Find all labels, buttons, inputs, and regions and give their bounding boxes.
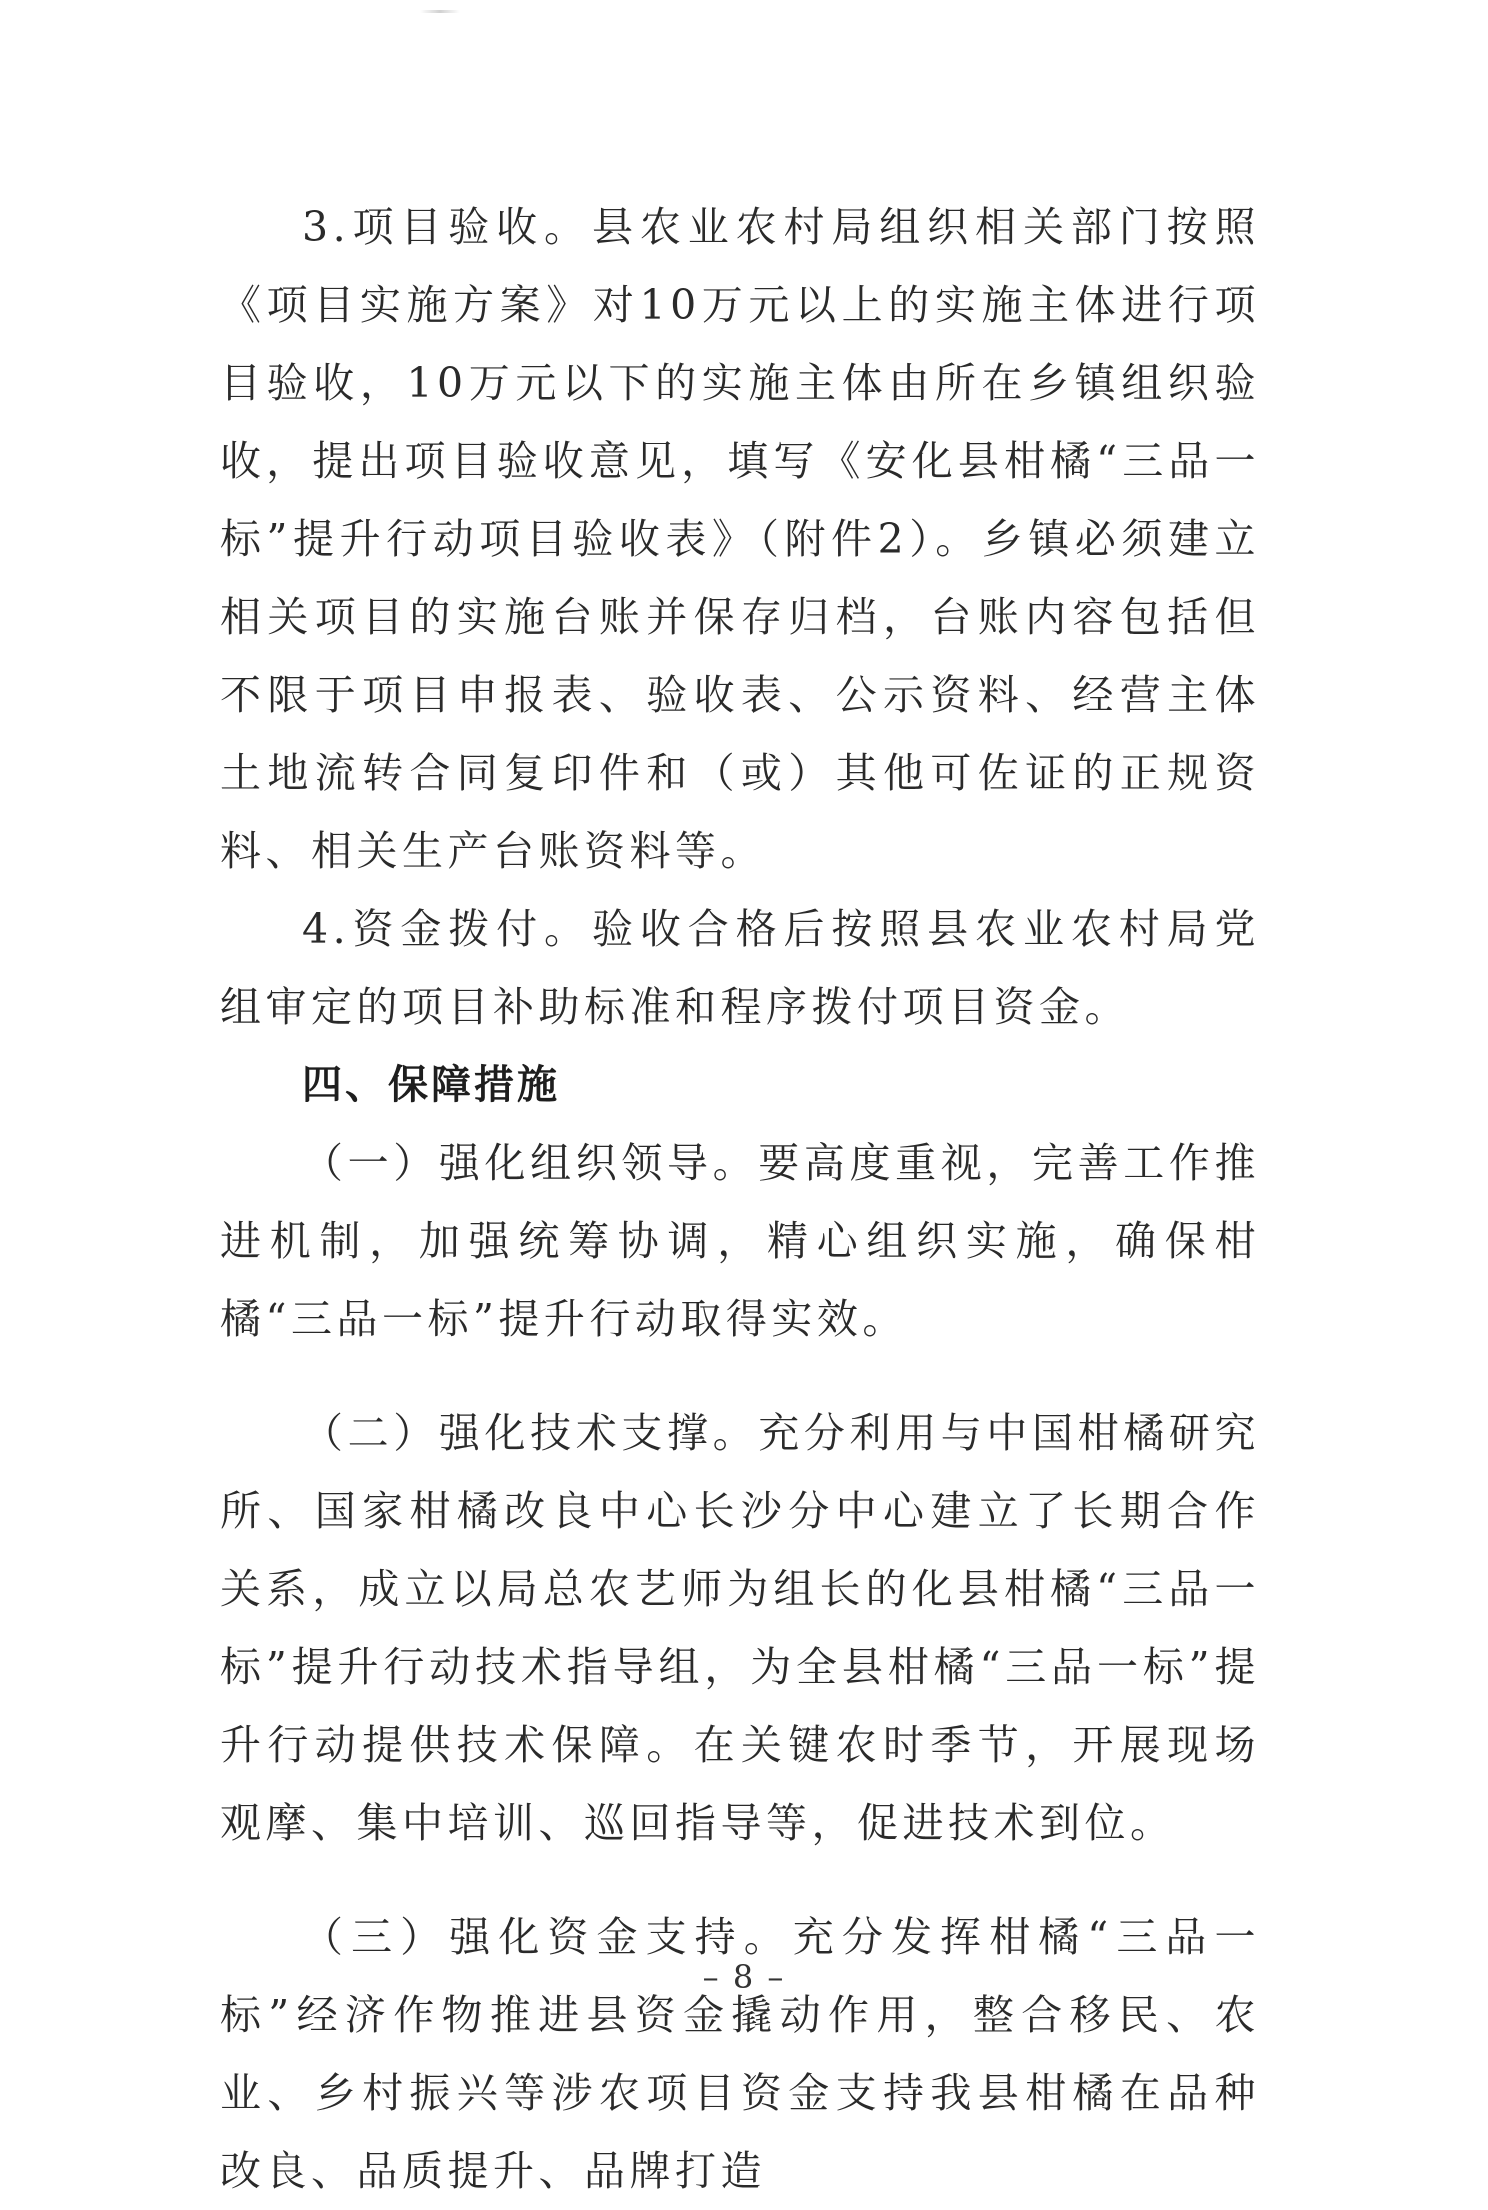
paragraph-organization-leadership: （一）强化组织领导。要高度重视，完善工作推进机制，加强统筹协调，精心组织实施，确保柑橘“三品一标”提升行动取得实效。	[220, 1139, 1260, 1343]
section-heading: 四、保障措施	[302, 1062, 560, 1108]
page-number: – 8 –	[702, 1958, 786, 1996]
scan-artifact	[420, 10, 460, 13]
paragraph-fund-disbursement: 4.资金拨付。验收合格后按照县农业农村局党组审定的项目补助标准和程序拨付项目资金。	[220, 905, 1260, 1031]
document-body	[220, 188, 1260, 2210]
paragraph-project-acceptance: 3.项目验收。县农业农村局组织相关部门按照《项目实施方案》对10万元以上的实施主体进行项目验收，10万元以下的实施主体由所在乡镇组织验收，提出项目验收意见，填写《安化县柑橘“三品一标”提升行动项目验收表》（附件2）。乡镇必须建立相关项目的实施台账并保存归档，台账内容包括但不限于项目申报表、验收表、公示资料、经营主体土地流转合同复印件和（或）其他可佐证的正规资料、相关生产台账资料等。	[220, 203, 1260, 875]
paragraph-technical-support: （二）强化技术支撑。充分利用与中国柑橘研究所、国家柑橘改良中心长沙分中心建立了长期合作关系，成立以局总农艺师为组长的化县柑橘“三品一标”提升行动技术指导组，为全县柑橘“三品一标”提升行动提供技术保障。在关键农时季节，开展现场观摩、集中培训、巡回指导等，促进技术到位。	[220, 1409, 1260, 1847]
paragraph-funding-support: （三）强化资金支持。充分发挥柑橘“三品一标”经济作物推进县资金撬动作用，整合移民、农业、乡村振兴等涉农项目资金支持我县柑橘在品种改良、品质提升、品牌打造	[220, 1913, 1260, 2195]
